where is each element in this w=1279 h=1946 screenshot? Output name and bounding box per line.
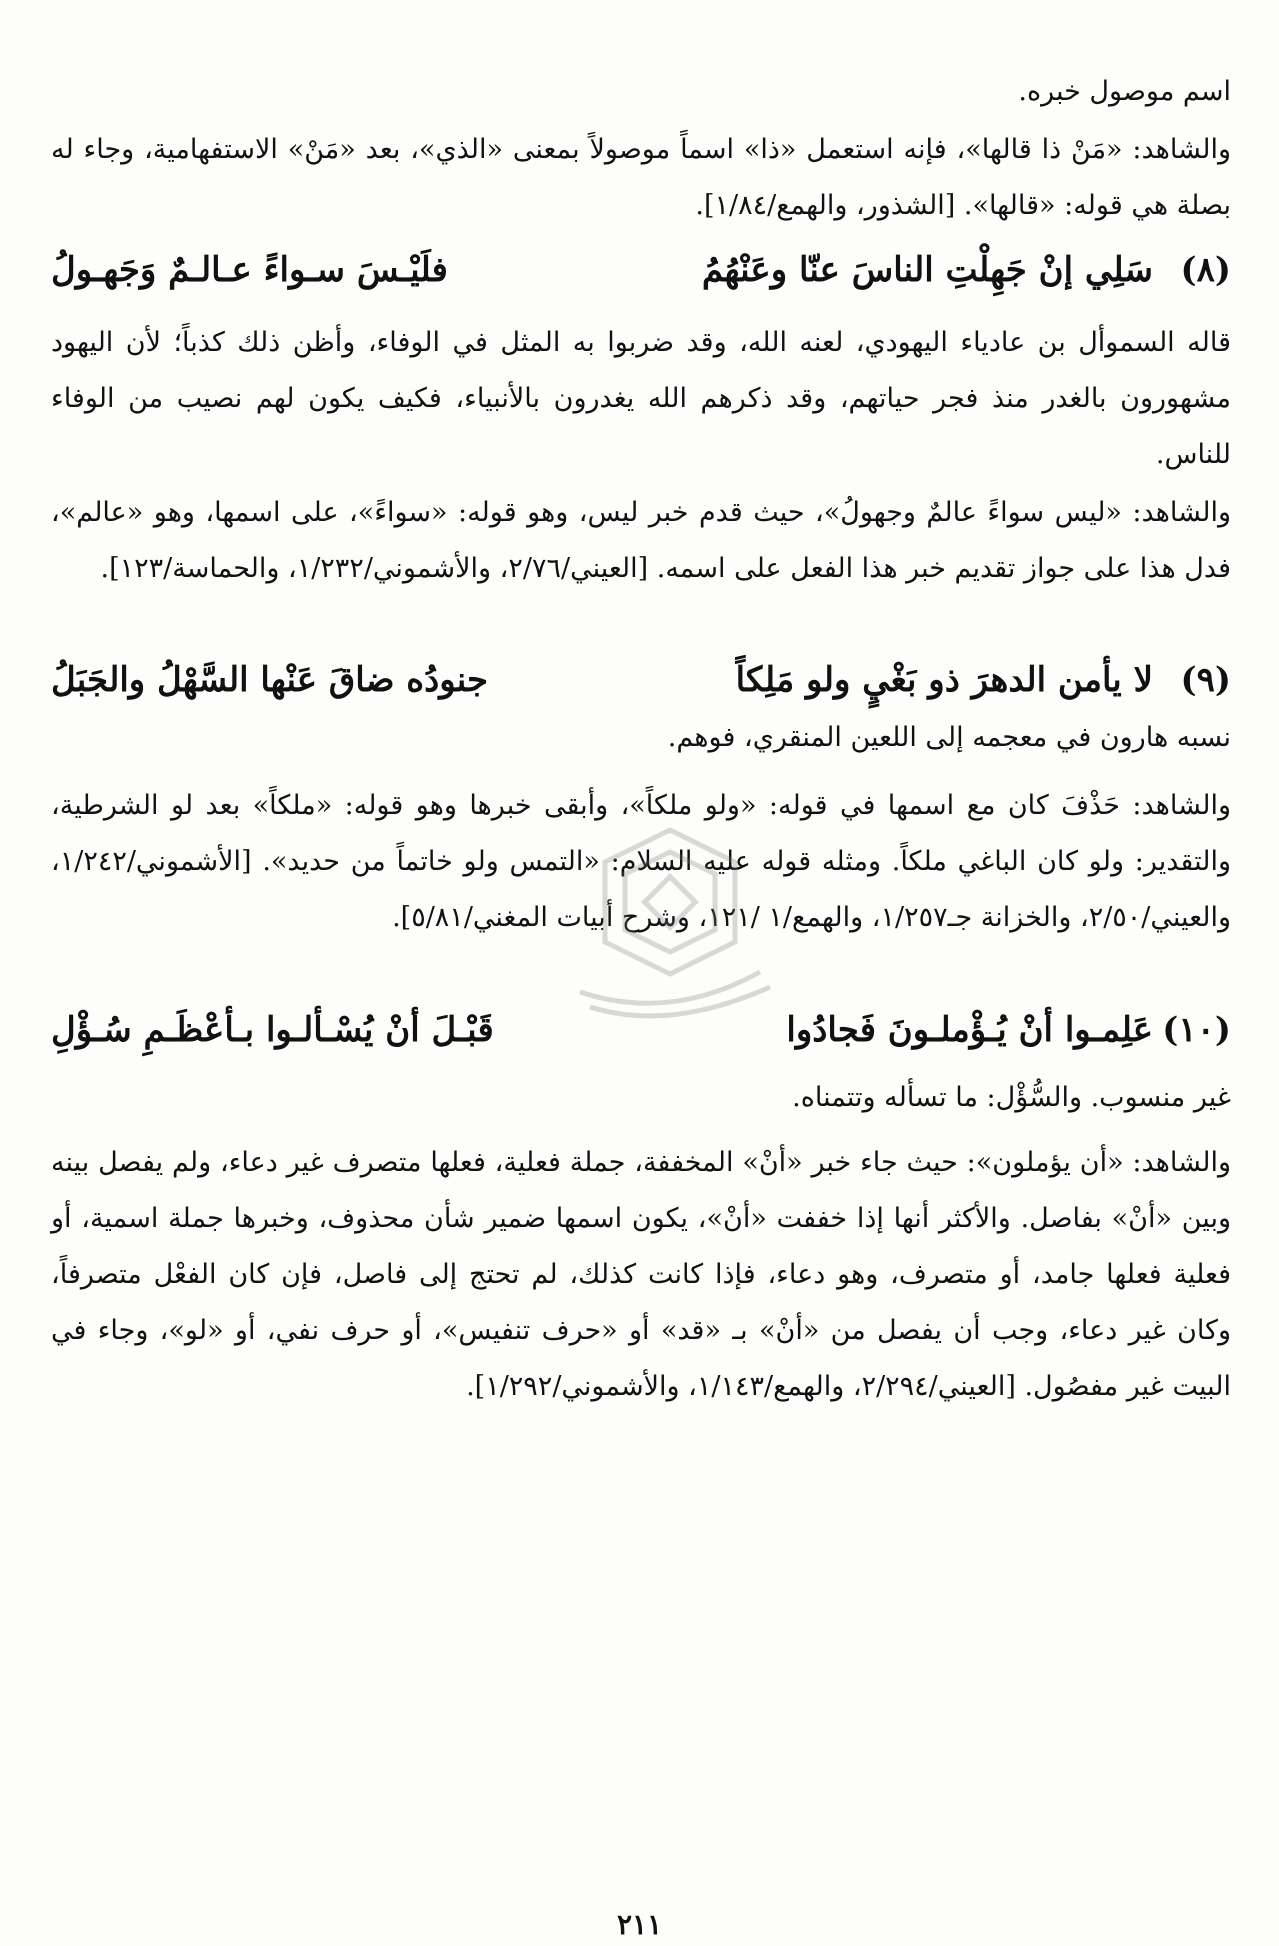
page-number: ٢١١ xyxy=(616,1908,663,1941)
verse-number: (١٠) xyxy=(1162,1010,1231,1050)
verse-second-hemistich: فلَيْـسَ سـواءً عـالـمٌ وَجَهـولُ xyxy=(51,250,448,290)
verse-second-hemistich: قَبْـلَ أنْ يُسْـألـوا بـأعْظَـمِ سُـؤْلِ xyxy=(51,1010,494,1050)
library-seal-stamp-icon xyxy=(560,822,780,1032)
verse-first-hemistich: عَلِمـوا أنْ يُـؤْملـونَ فَجادُوا xyxy=(786,1010,1153,1050)
paragraph-shahid-verse10: والشاهد: «أن يؤملون»: حيث جاء خبر «أنْ» المخففة، جملة فعلية، فعلها متصرف غير دعاء، ولم يفصل بينه وبين «أنْ» بفاصل. والأكثر أنها إذا خففت «أنْ»، يكون اسمها ضمير شأن محذوف، وخبرها جملة اسمية، أو فعلية فعلها جامد، أو متصرف، وهو دعاء، فإذا كانت كذلك، لم تحتج إلى فاصل، فإن كان الفعْل متصرفاً، وكان غير دعاء، وجب أن يفصل من «أنْ» بـ «قد» أو «حرف تنفيس»، أو حرف نفي، أو «لو»، وجاء في البيت غير مفصُول. [العيني/٢/٢٩٤، والهمع/١/١٤٣، والأشموني/١/٢٩٢]. xyxy=(51,1147,1231,1402)
verse-first-hemistich: لا يأمن الدهرَ ذو بَغْيٍ ولو مَلِكاً xyxy=(735,660,1153,700)
intro-line: اسم موصول خبره. xyxy=(1018,76,1231,107)
paragraph-shahid-verse9: والشاهد: حَذْفَ كان مع اسمها في قوله: «ولو ملكاً»، وأبقى خبرها وهو قوله: «ملكاً» بعد لو الشرطية، والتقدير: ولو كان الباغي ملكاً. ومثله قوله عليه السلام: «التمس ولو خاتماً من حديد». [الأشموني/١/٢٤٢، والعيني/٢/٥٠، والخزانة جـ١/٢٥٧، والهمع/١ /١٢١، وشرح أبيات المغني/٥/٨١]. xyxy=(51,790,1231,933)
verse-second-hemistich: جنودُه ضاقَ عَنْها السَّهْلُ والجَبَلُ xyxy=(51,660,489,700)
verse-8 xyxy=(51,240,1231,300)
verse-number: (٩) xyxy=(1180,660,1231,700)
paragraph-shahid-verse8: والشاهد: «ليس سواءً عالمٌ وجهولُ»، حيث قدم خبر ليس، وهو قوله: «سواءً»، على اسمها، وهو «عالم»، فدل هذا على جواز تقديم خبر هذا الفعل على اسمه. [العيني/٢/٧٦، والأشموني/١/٢٣٢، والحماسة/١٢٣]. xyxy=(51,497,1231,584)
paragraph-verse8-attribution: قاله السموأل بن عادياء اليهودي، لعنه الله، وقد ضربوا به المثل في الوفاء، وأظن ذلك كذباً؛ لأن اليهود مشهورون بالغدر منذ فجر حياتهم، وقد ذكرهم الله يغدرون بالأنبياء، فكيف يكون لهم نصيب من الوفاء للناس. xyxy=(51,327,1231,470)
paragraph-shahid-verse7: والشاهد: «مَنْ ذا قالها»، فإنه استعمل «ذا» اسماً موصولاً بمعنى «الذي»، بعد «مَنْ» الاستفهامية، وجاء له بصلة هي قوله: «قالها». [الشذور، والهمع/١/٨٤]. xyxy=(51,134,1231,221)
paragraph-verse10-attribution: غير منسوب. والسُّؤْل: ما تسأله وتتمناه. xyxy=(792,1082,1231,1113)
verse-9 xyxy=(51,650,1231,710)
verse-number: (٨) xyxy=(1180,250,1231,290)
verse-first-hemistich: سَلِي إنْ جَهِلْتِ الناسَ عنّا وعَنْهُمُ xyxy=(701,250,1153,290)
paragraph-verse9-attribution: نسبه هارون في معجمه إلى اللعين المنقري، فوهم. xyxy=(667,722,1231,753)
